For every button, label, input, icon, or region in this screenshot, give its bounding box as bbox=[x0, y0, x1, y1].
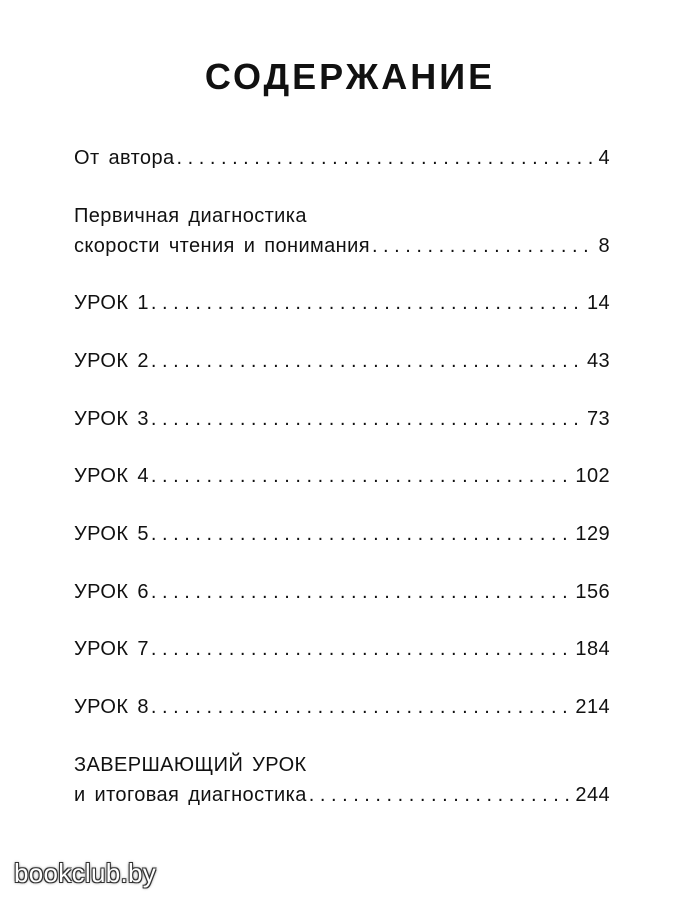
toc-page-number: 156 bbox=[575, 581, 610, 603]
toc-page-number: 214 bbox=[575, 696, 610, 718]
page-title: СОДЕРЖАНИЕ bbox=[204, 56, 496, 97]
toc-line bbox=[74, 288, 610, 318]
toc-entry-label: УРОК 1 bbox=[74, 292, 149, 314]
toc-line bbox=[74, 692, 610, 722]
dot-leader bbox=[309, 780, 572, 810]
dot-leader bbox=[151, 346, 583, 376]
toc-entry-label-line1: ЗАВЕРШАЮЩИЙ УРОК bbox=[74, 754, 307, 776]
site-watermark: bookclub.by bbox=[14, 858, 157, 888]
toc-entry-label: От автора bbox=[74, 147, 175, 169]
toc-entry-lesson-2 bbox=[74, 346, 610, 376]
toc-entry-lesson-4 bbox=[74, 461, 610, 491]
toc-line bbox=[74, 346, 610, 376]
toc-line bbox=[74, 461, 610, 491]
toc-line bbox=[74, 231, 610, 261]
toc-entry-final-lesson bbox=[74, 750, 610, 810]
toc-line bbox=[74, 577, 610, 607]
toc-page-number: 4 bbox=[598, 147, 610, 169]
toc-page-number: 129 bbox=[575, 523, 610, 545]
toc-line bbox=[74, 750, 610, 780]
toc-line bbox=[74, 519, 610, 549]
toc-entry-label: УРОК 6 bbox=[74, 581, 149, 603]
toc-entry-label: и итоговая диагностика bbox=[74, 784, 307, 806]
toc-line bbox=[74, 780, 610, 810]
toc-page-number: 184 bbox=[575, 638, 610, 660]
toc-entry-lesson-5 bbox=[74, 519, 610, 549]
toc-entry-label: УРОК 5 bbox=[74, 523, 149, 545]
toc-entry-lesson-1 bbox=[74, 288, 610, 318]
dot-leader bbox=[372, 231, 595, 261]
toc-page-number: 8 bbox=[598, 235, 610, 257]
dot-leader bbox=[151, 461, 572, 491]
toc-entry-label-line1: Первичная диагностика bbox=[74, 205, 307, 227]
dot-leader bbox=[151, 519, 572, 549]
toc-page-number: 102 bbox=[575, 465, 610, 487]
toc-entry-label: скорости чтения и понимания bbox=[74, 235, 370, 257]
dot-leader bbox=[151, 404, 583, 434]
toc-page-number: 43 bbox=[586, 350, 610, 372]
dot-leader bbox=[151, 288, 583, 318]
toc-page-number: 14 bbox=[586, 292, 610, 314]
toc-entry-label: УРОК 4 bbox=[74, 465, 149, 487]
dot-leader bbox=[151, 577, 572, 607]
toc-entry-lesson-8 bbox=[74, 692, 610, 722]
dot-leader bbox=[151, 634, 572, 664]
toc-page-number: 244 bbox=[575, 784, 610, 806]
toc-page-number: 73 bbox=[586, 408, 610, 430]
toc-line bbox=[74, 143, 610, 173]
toc-entry-lesson-6 bbox=[74, 577, 610, 607]
toc-line bbox=[74, 201, 610, 231]
toc-line bbox=[74, 404, 610, 434]
toc-entry-initial-diagnostics bbox=[74, 201, 610, 261]
toc-entry-from-author bbox=[74, 143, 610, 173]
toc-line bbox=[74, 634, 610, 664]
toc-entry-lesson-7 bbox=[74, 634, 610, 664]
toc-entry-label: УРОК 8 bbox=[74, 696, 149, 718]
toc-entry-lesson-3 bbox=[74, 404, 610, 434]
toc-entry-label: УРОК 7 bbox=[74, 638, 149, 660]
dot-leader bbox=[177, 143, 595, 173]
toc-entry-label: УРОК 3 bbox=[74, 408, 149, 430]
toc-entry-label: УРОК 2 bbox=[74, 350, 149, 372]
dot-leader bbox=[151, 692, 572, 722]
